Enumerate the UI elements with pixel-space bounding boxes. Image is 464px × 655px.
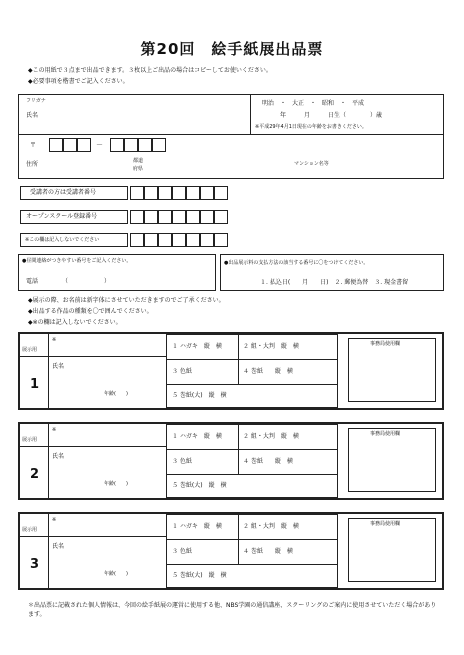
entry-1-option-2[interactable]: ２ 組・大判 縦 横 [243,343,299,350]
payment-heading: ●出品展示料の支払方法の該当する番号に〇をつけてください。 [224,260,369,266]
phone-field[interactable]: （ ） [62,278,111,285]
entry-3-age-label: 年齢( ) [104,571,128,577]
page-title: 第20回 絵手紙展出品票 [140,40,324,58]
privacy-footer: ＊出品票に記載された個人情報は、今回の絵手紙展の運営に使用する他、NBS学園の通信講座、スクーリングのご案内に使用させていただく場合があります。 [28,602,437,618]
entry-3-option-5[interactable]: ５ 巻紙(大) 縦 横 [172,572,227,579]
office-only-label: ※この欄は記入しないでください [25,237,100,243]
era-options[interactable]: 明治 ・ 大正 ・ 昭和 ・ 平成 [262,100,365,107]
entry-2-age-label: 年齢( ) [104,481,128,487]
entry-2-option-2[interactable]: ２ 組・大判 縦 横 [243,433,299,440]
entry-2-option-1[interactable]: １ ハガキ 縦 横 [172,433,222,440]
entry-2-office-label: 事務局使用欄 [370,431,401,437]
entry-2-name-label: 氏名 [52,453,65,460]
postal-mark: 〒 [30,142,37,149]
entry-3-display-label: 展示用 [22,527,38,533]
entry-1-name-label: 氏名 [52,363,65,370]
name-label: 氏名 [26,112,39,119]
entry-1-option-1[interactable]: １ ハガキ 縦 横 [172,343,222,350]
entry-1-star: ※ [52,337,57,343]
entry-2-display-label: 展示用 [22,437,38,443]
contact-heading: ●昼間連絡がつきやすい番号をご記入ください。 [22,258,132,264]
entry-1-office-box [348,338,436,402]
note-line-1: ◆この用紙で３点まで出品できます。３枚以上ご出品の場合はコピーしてお使いください。 [28,67,272,74]
furigana-label: フリガナ [26,98,46,104]
entry-2-office-box [348,428,436,492]
entry-1-option-5[interactable]: ５ 巻紙(大) 縦 横 [172,392,227,399]
mid-note-1: ◆展示の際、お名前は新字体にさせていただきますのでご了承ください。 [28,297,225,304]
applicant-box [18,94,444,179]
prefecture-label-bottom: 府県 [133,166,144,172]
address-label: 住所 [26,161,39,168]
entry-2-option-4[interactable]: ４ 巻紙 縦 横 [243,458,293,465]
entry-1-age-label: 年齢( ) [104,391,128,397]
entry-1-display-label: 展示用 [22,347,38,353]
prefecture-label-top: 都道 [133,158,144,164]
open-school-label: オープンスクール登録番号 [26,213,98,220]
entry-3-star: ※ [52,517,57,523]
entry-3-name-label: 氏名 [52,543,65,550]
postal-dash: － [96,141,103,149]
entry-3-option-1[interactable]: １ ハガキ 縦 横 [172,523,222,530]
entry-3-option-2[interactable]: ２ 組・大判 縦 横 [243,523,299,530]
mid-note-3: ◆※の欄は記入しないでください。 [28,319,122,326]
mansion-label: マンション名等 [294,161,329,167]
entry-2-option-5[interactable]: ５ 巻紙(大) 縦 横 [172,482,227,489]
student-number-label: 受講者の方は受講者番号 [30,189,97,196]
payment-options[interactable]: １. 払込日( 月 日) ２. 郵便為替 ３. 現金書留 [260,279,409,286]
entry-1-option-3[interactable]: ３ 色紙 [172,368,192,375]
birthdate-line: 年 月 日生（ ）歳 [280,112,383,119]
entry-3-office-label: 事務局使用欄 [370,521,401,527]
entry-3-option-3[interactable]: ３ 色紙 [172,548,192,555]
age-note: ※平成29年4月1日現在の年齢をお書きください。 [255,124,367,130]
entry-3-option-4[interactable]: ４ 巻紙 縦 横 [243,548,293,555]
entry-2-option-3[interactable]: ３ 色紙 [172,458,192,465]
entry-2-number: 2 [30,467,40,482]
phone-label: 電話 [26,278,39,285]
entry-1-option-4[interactable]: ４ 巻紙 縦 横 [243,368,293,375]
entry-2-star: ※ [52,427,57,433]
entry-3-number: 3 [30,557,40,572]
entry-3-office-box [348,518,436,582]
entry-1-number: 1 [30,377,40,392]
entry-1-office-label: 事務局使用欄 [370,341,401,347]
note-line-2: ◆必要事項を楷書でご記入ください。 [28,78,129,85]
mid-note-2: ◆出品する作品の種類を〇で囲んでください。 [28,308,153,315]
